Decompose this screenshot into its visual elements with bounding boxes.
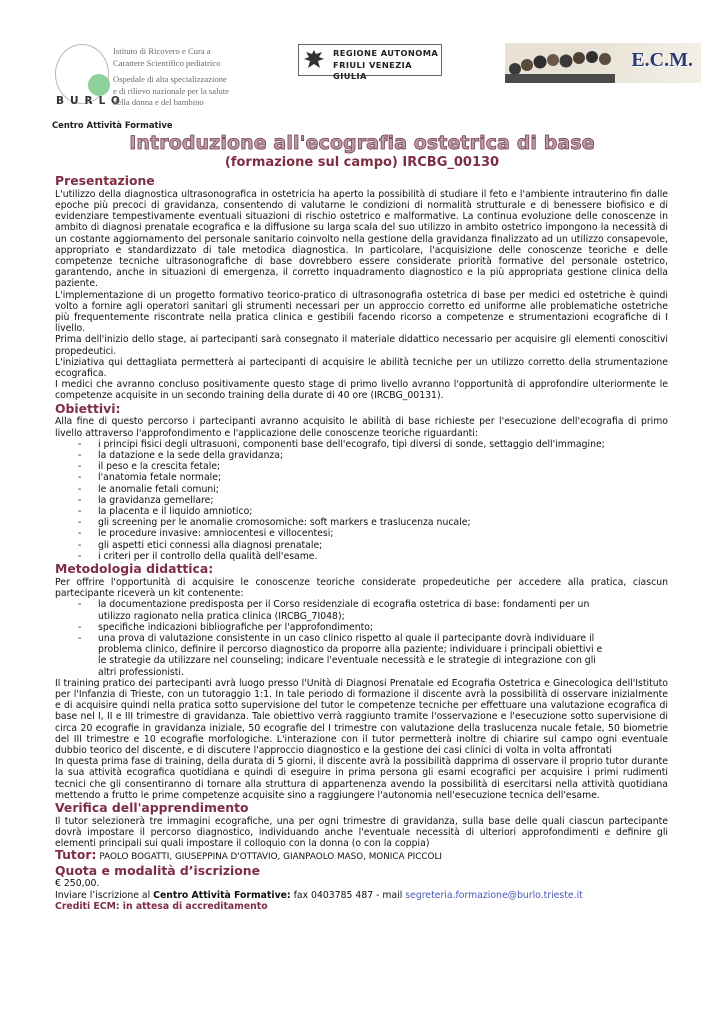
paragraph: L'implementazione di un progetto formativo teorico-pratico di ultrasonografia ostetrica di base per medici ed ostetriche è quindi volto a fornire agli operatori sanitari gli strumenti necessari per un approccio corretto ed uniforme alle problematiche ostetriche più frequentemente riscontrate nella pratica clinica e gestibili facendo ricorso a competenze e strumentazioni ecografiche di I livello.: [55, 289, 668, 335]
paragraph: I medici che avranno concluso positivamente questo stage di primo livello avranno l'opportunità di approfondire ulteriormente le competenze acquisite in un secondo training della durate di 40 ore (IRCBG_00131).: [55, 379, 668, 402]
institute-line: Carattere Scientifico pediatrico: [113, 57, 221, 68]
paragraph: In questa prima fase di training, della durata di 5 giorni, il discente avrà la possibilità dapprima di osservare il proprio tutor durante la sua attività ecografica quotidiana e quindi di eseguire in prima persona gli esami ecografici per acquisire i primi rudimenti tecnici che gli consentiranno di tornare alla struttura di appartenenza avendo la possibilità di esercitarsi nella attività quotidiana mettendo a frutto le prime competenze acquisite sino a raggiungere l'autonomia nell'esecuzione tecnica dell'esame.: [55, 756, 668, 801]
verifica-section: [55, 801, 668, 849]
paragraph: L'utilizzo della diagnostica ultrasonografica in ostetricia ha aperto la possibilità di studiare il feto e l'ambiente intrauterino fin dalle epoche più precoci di gravidanza, consentendo di valutarne le condizioni di normalità strutturale e di benessere biofisico e di evidenziare tempestivamente eventuali situazioni di rischio ostetrico e malformative. La continua evoluzione delle conoscenze in ambito di diagnosi prenatale ecografica e la diffusione su larga scala del suo utilizzo in ambito ostetrico impongono la necessità di un costante aggiornamento del personale sanitario coinvolto nella gestione della gravidanza finalizzato ad un utilizzo consapevole, appropriato e standardizzato di tale metodica diagnostica. In particolare, l'acquisizione delle conoscenze teoriche e delle competenze tecniche ultrasonografiche di base dovrebbero essere considerate priorità formative del personale ostetrico, garantendo, anche in situazioni di emergenza, il corretto inquadramento diagnostico e la più appropriata gestione clinica della paziente.: [55, 188, 668, 290]
section-heading: Metodologia didattica:: [55, 561, 214, 577]
crediti-ecm: Crediti ECM: in attesa di accreditamento: [55, 900, 268, 912]
list-item: - la datazione e la sede della gravidanza;: [55, 450, 668, 461]
tutor-line: [55, 849, 668, 863]
region-name: [333, 48, 441, 83]
list-item: - la documentazione predisposta per il Corso residenziale di ecografia ostetrica di base: fondamenti per un utilizzo ragionato nella pratica clinica (IRCBG_7I048);: [55, 599, 668, 621]
email-link[interactable]: segreteria.formazione@burlo.trieste.it: [405, 889, 583, 901]
section-heading: Obiettivi:: [55, 400, 121, 416]
region-line: FRIULI VENEZIA GIULIA: [333, 59, 412, 81]
centro-attivita-name: Centro Attività Formative:: [153, 889, 291, 901]
burlo-logo-word: BURLO: [56, 95, 126, 107]
paragraph: Prima dell'inizio dello stage, ai partecipanti sarà consegnato il materiale didattico necessario per acquisire gli elementi conoscitivi propedeutici.: [55, 334, 668, 357]
centro-attivita-label: Centro Attività Formative: [52, 120, 173, 130]
send-prefix: Inviare l’iscrizione al: [55, 889, 154, 901]
burlo-logo-dot: [88, 74, 110, 96]
region-logo: [298, 44, 442, 81]
tutor-names: PAOLO BOGATTI, GIUSEPPINA D'OTTAVIO, GIANPAOLO MASO, MONICA PICCOLI: [99, 852, 442, 863]
kit-list: [55, 599, 668, 677]
course-title: Introduzione all'ecografia ostetrica di base: [129, 132, 595, 154]
list-item: - le anomalie fetali comuni;: [55, 484, 668, 495]
list-item: - la gravidanza gemellare;: [55, 495, 668, 506]
paragraph: Per offrire l'opportunità di acquisire le conoscenze teoriche considerate propedeutiche per accedere alla pratica, ciascun partecipante riceverà un kit contenente:: [55, 576, 668, 600]
list-item: - i principi fisici degli ultrasuoni, componenti base dell'ecografo, tipi diversi di sonde, settaggio dell'immagine;: [55, 439, 668, 450]
section-heading: Presentazione: [55, 173, 155, 188]
tutor-label: Tutor:: [55, 847, 97, 863]
hospital-line: della donna e del bambino: [113, 97, 204, 107]
list-item: - specifiche indicazioni bibliografiche per l'approfondimento;: [55, 622, 668, 633]
list-item: - una prova di valutazione consistente in un caso clinico rispetto al quale il partecipante dovrà individuare il problema clinico, definire il percorso diagnostico da proporre alla paziente; individuare i principali obiettivi e le strategie da utilizzare nel counseling; indicare l'eventuale necessità e le strategie di integrazione con gli altri professionisti.: [55, 633, 668, 678]
list-item: - i criteri per il controllo della qualità dell'esame.: [55, 551, 668, 562]
people-photo-icon: [505, 43, 625, 83]
hospital-line: e di rilievo nazionale per la salute: [113, 85, 229, 96]
paragraph: Il training pratico dei partecipanti avrà luogo presso l'Unità di Diagnosi Prenatale ed Ecografia Ostetrica e Ginecologica dell'Istituto per l'Infanzia di Trieste, con un tutoraggio 1:1. In tale periodo di formazione il discente avrà la possibilità di osservare inizialmente e di acquisire quindi nella pratica sotto supervisione del tutor le competenze tecniche per effettuare una valutazione ecografica di base nel I, II e III trimestre di gravidanza. Tale obiettivo verrà raggiunto tramite l'osservazione e l'esecuzione sotto supervisione di circa 20 ecografie in gravidanza iniziale, 50 ecografie del I trimestre con valutazione della traslucenza nucale fetale, 50 biometrie del III trimestre e 10 ecografie morfologiche. L'interazione con il tutor permetterà inoltre di chiarire sul campo ogni eventuale dubbio teorico del discente, e di discutere l'approccio diagnostico e la gestione dei casi clinici di volta in volta affrontati: [55, 677, 668, 756]
objectives-list: [55, 439, 668, 562]
region-line: REGIONE AUTONOMA: [333, 48, 439, 58]
list-item: - le procedure invasive: amniocentesi e villocentesi;: [55, 528, 668, 539]
obiettivi-section: [55, 402, 668, 562]
hospital-line: Ospedale di alta specializzazione: [113, 74, 227, 84]
fax-number: fax 0403785 487 - mail: [290, 889, 406, 901]
document-header: [0, 0, 724, 132]
course-subtitle: (formazione sul campo) IRCBG_00130: [224, 155, 500, 170]
list-item: - la placenta e il liquido amniotico;: [55, 506, 668, 517]
metodologia-section: [55, 562, 668, 801]
course-description: [55, 174, 668, 912]
registration-instructions: [55, 890, 668, 901]
institute-description: [113, 46, 229, 109]
paragraph: Alla fine di questo percorso i partecipanti avranno acquisito le abilità di base richieste per l'esecuzione dell'ecografia di primo livello attraverso l'approfondimento e l'applicazione delle conoscenze teoriche riguardanti:: [55, 416, 668, 439]
section-heading: Verifica dell'apprendimento: [55, 799, 249, 815]
paragraph: L'iniziativa qui dettagliata permetterà ai partecipanti di acquisire le abilità tecniche per un utilizzo corretto della strumentazione ecografica.: [55, 356, 668, 380]
list-item: - il peso e la crescita fetale;: [55, 461, 668, 472]
ecm-banner: [505, 43, 701, 83]
paragraph: Il tutor selezionerà tre immagini ecografiche, una per ogni trimestre di gravidanza, sulla base delle quali ciascun partecipante dovrà impostare il percorso diagnostico, individuando anche l'eventuale necessità di ulteriori approfondimenti e definire gli elementi principali sui quali impostare il colloquio con la donna (o con la coppia): [55, 815, 668, 850]
eagle-icon: [303, 48, 325, 72]
fee: € 250,00.: [55, 878, 100, 890]
ecm-label: E.C.M.: [631, 49, 693, 71]
list-item: - l'anatomia fetale normale;: [55, 472, 668, 483]
list-item: - gli screening per le anomalie cromosomiche: soft markers e traslucenza nucale;: [55, 517, 668, 528]
institute-line: Istituto di Ricovero e Cura a: [113, 46, 211, 56]
presentazione-section: [55, 174, 668, 402]
list-item: - gli aspetti etici connessi alla diagnosi prenatale;: [55, 540, 668, 551]
iscrizione-section: [55, 864, 668, 912]
section-heading: Quota e modalità d’iscrizione: [55, 862, 261, 878]
